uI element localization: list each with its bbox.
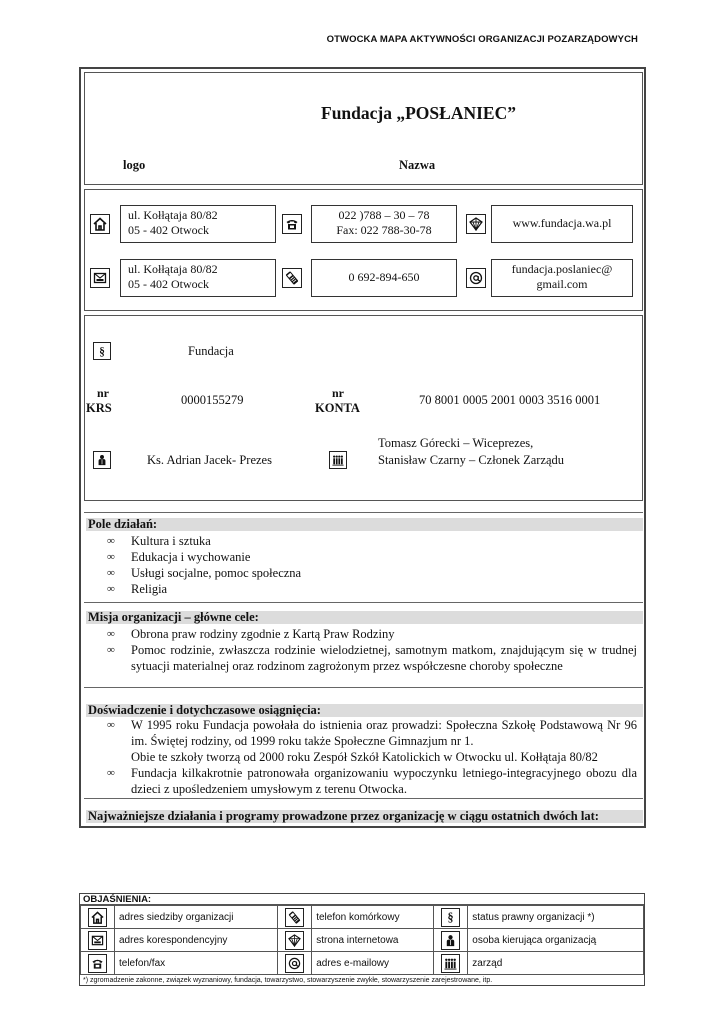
address-field	[120, 205, 276, 243]
konto-label: KONTA	[315, 401, 360, 415]
legend-label: adres siedziby organizacji	[115, 906, 278, 929]
organization-head: Ks. Adrian Jacek- Prezes	[147, 453, 272, 467]
achievements-title: Doświadczenie i dotychczasowe osiągnięcia:	[86, 704, 643, 717]
bullet-symbol: ∞	[107, 583, 115, 595]
name-label: Nazwa	[399, 158, 436, 172]
legend-table	[79, 893, 645, 986]
phone-icon	[88, 954, 107, 973]
table-row	[81, 929, 644, 952]
krs-label: KRS	[86, 401, 112, 415]
organization-card	[79, 67, 646, 828]
legend-label: adres korespondencyjny	[115, 929, 278, 952]
divider	[84, 687, 643, 688]
bullet-symbol: ∞	[107, 719, 115, 731]
legend-footnote: *) zgromadzenie zakonne, związek wyznaniowy, fundacja, towarzystwo, stowarzyszenie zwykłe, stowarzyszenie zarejestrowane, itp.	[83, 977, 493, 984]
legend-label: adres e-mailowy	[312, 952, 434, 975]
contact-section	[84, 189, 643, 311]
list-item-text: Religia	[131, 582, 168, 596]
person-icon	[93, 451, 111, 469]
mail-icon	[90, 268, 110, 288]
board-icon	[329, 451, 347, 469]
logo-label: logo	[123, 158, 146, 172]
bullet-symbol: ∞	[107, 551, 115, 563]
legend-label: strona internetowa	[312, 929, 434, 952]
bullet-symbol: ∞	[107, 644, 115, 656]
email-line2[interactable]: gmail.com	[536, 277, 588, 291]
website-field[interactable]	[491, 205, 633, 243]
address-line1: ul. Kołłątaja 80/82	[128, 208, 218, 222]
bullet-symbol: ∞	[107, 628, 115, 640]
mobile-number: 0 692-894-650	[348, 270, 420, 284]
correspondence-line2: 05 - 402 Otwock	[128, 277, 209, 291]
legal-section	[84, 315, 643, 501]
correspondence-line1: ul. Kołłątaja 80/82	[128, 262, 218, 276]
bullet-symbol: ∞	[107, 567, 115, 579]
programs-title: Najważniejsze działania i programy prowadzone przez organizację w ciągu ostatnich dwóch lat:	[86, 810, 643, 823]
email-field[interactable]	[491, 259, 633, 297]
board-icon	[441, 954, 460, 973]
board-line1: Tomasz Górecki – Wiceprezes,	[378, 436, 534, 450]
section-sign-icon	[93, 342, 111, 360]
konto-label-nr: nr	[332, 386, 344, 400]
krs-value: 0000155279	[181, 393, 244, 407]
house-icon	[90, 214, 110, 234]
at-sign-icon	[466, 268, 486, 288]
legal-status: Fundacja	[188, 344, 234, 358]
legend-label: telefon komórkowy	[312, 906, 434, 929]
bullet-symbol: ∞	[107, 535, 115, 547]
konto-value: 70 8001 0005 2001 0003 3516 0001	[419, 393, 601, 407]
board-line2: Stanisław Czarny – Członek Zarządu	[378, 453, 565, 467]
list-item-text: Edukacja i wychowanie	[131, 550, 251, 564]
divider	[84, 602, 643, 603]
phone-line1: 022 )788 – 30 – 78	[338, 208, 430, 222]
correspondence-field	[120, 259, 276, 297]
globe-icon	[466, 214, 486, 234]
globe-icon	[285, 931, 304, 950]
mail-icon	[88, 931, 107, 950]
table-row	[81, 952, 644, 975]
person-icon	[441, 931, 460, 950]
address-line2: 05 - 402 Otwock	[128, 223, 209, 237]
mobile-phone-icon	[282, 268, 302, 288]
phone-field	[311, 205, 457, 243]
legend-label: status prawny organizacji *)	[468, 906, 644, 929]
legend-label: zarząd	[468, 952, 644, 975]
divider	[84, 512, 643, 513]
divider	[84, 798, 643, 799]
section-sign-icon	[441, 908, 460, 927]
list-item-text: Pomoc rodzinie, zwłaszcza rodzinie wielodzietnej, samotnym matkom, znajdującym się w trudnej sytuacji materialnej oraz rodzinom zagrożonym przez współczesne choroby społeczne	[131, 643, 637, 673]
email-line1[interactable]: fundacja.poslaniec@	[511, 262, 613, 276]
bullet-symbol: ∞	[107, 767, 115, 779]
table-row	[81, 906, 644, 929]
list-item-text: Obie te szkoły tworzą od 2000 roku Zespół Szkół Katolickich w Otwocku ul. Kołłątaja 80/82	[131, 750, 598, 764]
organization-name: Fundacja „POSŁANIEC”	[321, 103, 516, 123]
list-item-text: Usługi socjalne, pomoc społeczna	[131, 566, 302, 580]
list-item-text: Obrona praw rodziny zgodnie z Kartą Praw Rodziny	[131, 627, 395, 641]
fields-title: Pole działań:	[86, 518, 643, 531]
krs-label-nr: nr	[97, 386, 109, 400]
name-section	[84, 72, 643, 185]
house-icon	[88, 908, 107, 927]
website-link[interactable]: www.fundacja.wa.pl	[512, 216, 612, 230]
legend-label: osoba kierująca organizacją	[468, 929, 644, 952]
list-item-text: W 1995 roku Fundacja powołała do istnienia oraz prowadzi: Społeczna Szkołę Podstawową Nr 96 im. Świętej rodziny, od 1999 roku także Społeczne Gimnazjum nr 1.	[131, 718, 637, 748]
list-item-text: Kultura i sztuka	[131, 534, 211, 548]
phone-line2: Fax: 022 788-30-78	[336, 223, 432, 237]
at-sign-icon	[285, 954, 304, 973]
list-item-text: Fundacja kilkakrotnie patronowała organizowaniu wypoczynku letniego-integracyjnego obozu dla dzieci z upośledzeniem umysłowym z terenu Otwocka.	[131, 766, 637, 796]
mobile-phone-icon	[285, 908, 304, 927]
phone-icon	[282, 214, 302, 234]
mission-title: Misja organizacji – główne cele:	[86, 611, 643, 624]
document-header-title: OTWOCKA MAPA AKTYWNOŚCI ORGANIZACJI POZARZĄDOWYCH	[326, 34, 638, 45]
legend-title: OBJAŚNIENIA:	[80, 894, 644, 905]
legend-label: telefon/fax	[115, 952, 278, 975]
mobile-field	[311, 259, 457, 297]
